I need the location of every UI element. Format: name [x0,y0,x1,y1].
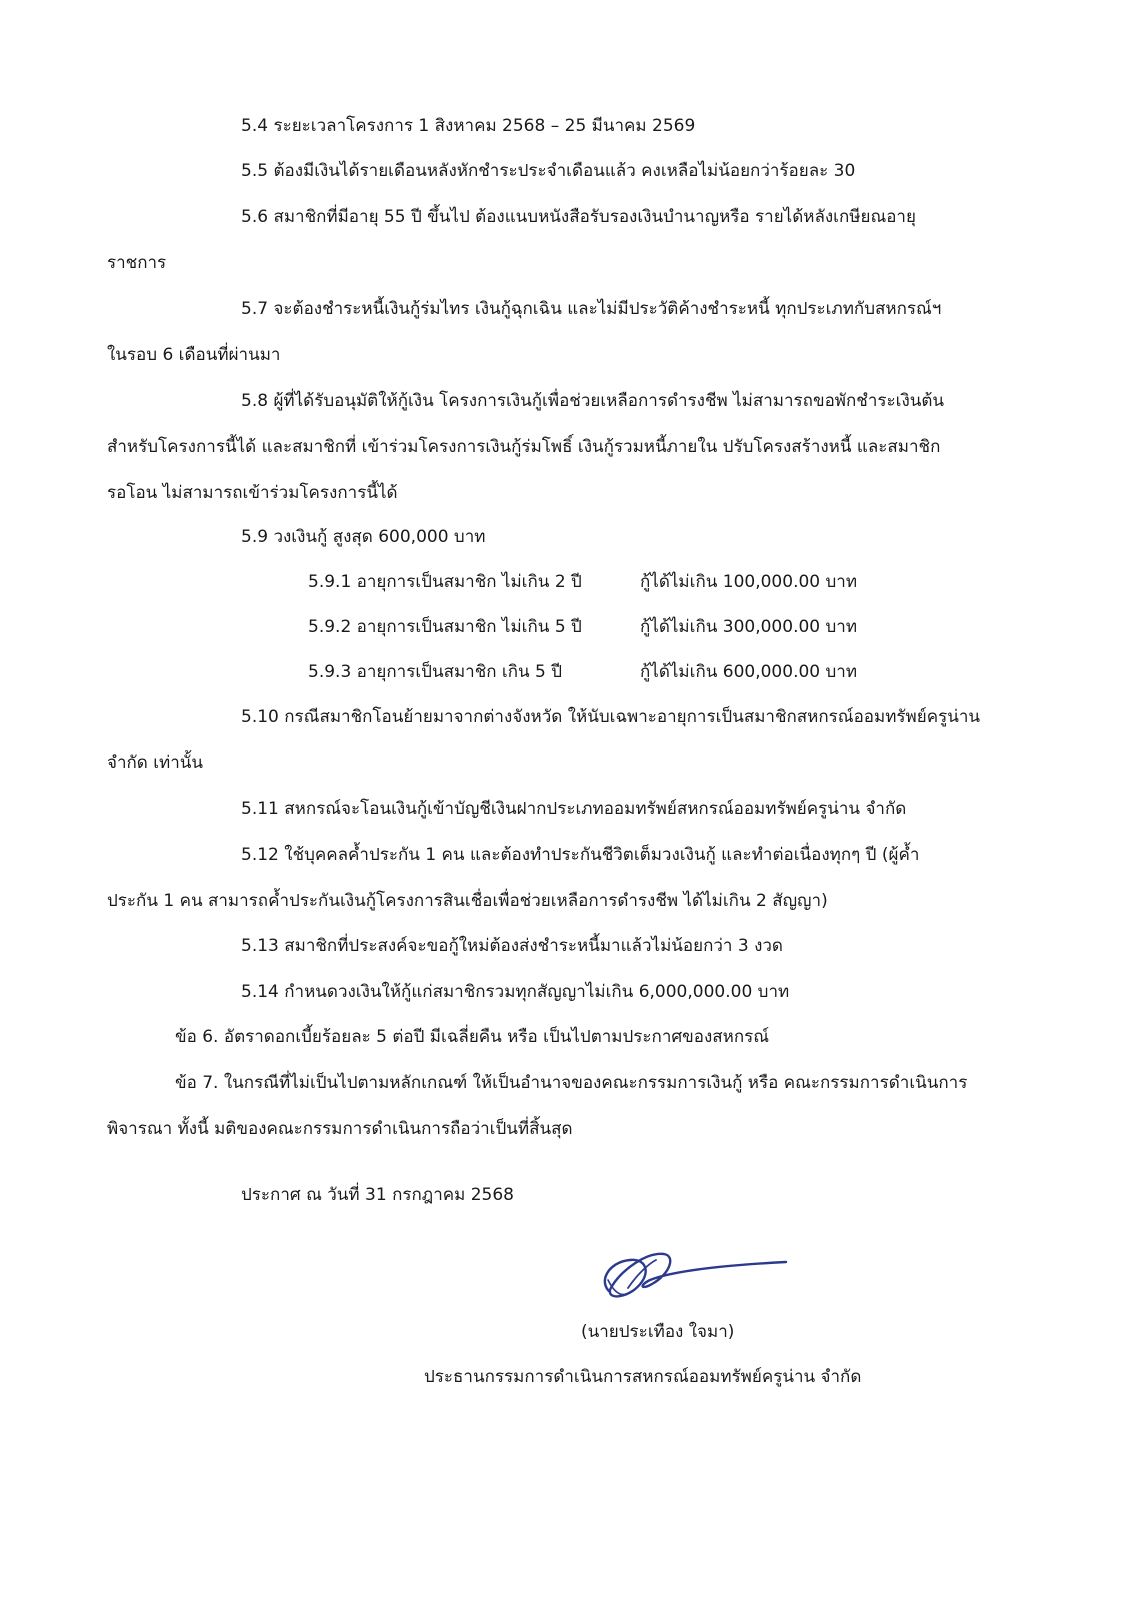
clause-5-9: 5.9 วงเงินกู้ สูงสุด 600,000 บาท [241,527,486,547]
clause-5-9-3-label: 5.9.3 อายุการเป็นสมาชิก เกิน 5 ปี [308,662,563,682]
clause-5-9-1-amount: กู้ได้ไม่เกิน 100,000.00 บาท [640,572,858,592]
clause-5-4: 5.4 ระยะเวลาโครงการ 1 สิงหาคม 2568 – 25 มีนาคม 2569 [241,116,696,136]
clause-7-line-1: ข้อ 7. ในกรณีที่ไม่เป็นไปตามหลักเกณฑ์ ให้เป็นอำนาจของคณะกรรมการเงินกู้ หรือ คณะกรรมการดำเนินการ [175,1073,968,1093]
clause-5-5: 5.5 ต้องมีเงินได้รายเดือนหลังหักชำระประจำเดือนแล้ว คงเหลือไม่น้อยกว่าร้อยละ 30 [241,161,856,181]
clause-5-9-2-amount: กู้ได้ไม่เกิน 300,000.00 บาท [640,617,858,637]
clause-5-11: 5.11 สหกรณ์จะโอนเงินกู้เข้าบัญชีเงินฝากประเภทออมทรัพย์สหกรณ์ออมทรัพย์ครูน่าน จำกัด [241,799,907,819]
announcement-date: ประกาศ ณ วันที่ 31 กรกฎาคม 2568 [241,1185,514,1205]
clause-5-9-1-label: 5.9.1 อายุการเป็นสมาชิก ไม่เกิน 2 ปี [308,572,582,592]
clause-5-10-line-2: จำกัด เท่านั้น [107,753,204,773]
clause-5-9-3-amount: กู้ได้ไม่เกิน 600,000.00 บาท [640,662,858,682]
clause-5-6-line-2: ราชการ [107,253,167,273]
clause-5-12-line-2: ประกัน 1 คน สามารถค้ำประกันเงินกู้โครงการสินเชื่อเพื่อช่วยเหลือการดำรงชีพ ได้ไม่เกิน 2 สัญญา) [107,891,828,911]
signature-icon [590,1240,800,1315]
clause-5-8-line-2: สำหรับโครงการนี้ได้ และสมาชิกที่ เข้าร่วมโครงการเงินกู้ร่มโพธิ์ เงินกู้รวมหนี้ภายใน ปรับโครงสร้างหนี้ และสมาชิก [107,437,941,457]
clause-6: ข้อ 6. อัตราดอกเบี้ยร้อยละ 5 ต่อปี มีเฉลี่ยคืน หรือ เป็นไปตามประกาศของสหกรณ์ [175,1027,770,1047]
clause-5-7-line-2: ในรอบ 6 เดือนที่ผ่านมา [107,345,281,365]
clause-5-6-line-1: 5.6 สมาชิกที่มีอายุ 55 ปี ขึ้นไป ต้องแนบหนังสือรับรองเงินบำนาญหรือ รายได้หลังเกษียณอายุ [241,207,916,227]
clause-7-line-2: พิจารณา ทั้งนี้ มติของคณะกรรมการดำเนินการถือว่าเป็นที่สิ้นสุด [107,1119,573,1139]
clause-5-8-line-3: รอโอน ไม่สามารถเข้าร่วมโครงการนี้ได้ [107,483,398,503]
clause-5-7-line-1: 5.7 จะต้องชำระหนี้เงินกู้ร่มไทร เงินกู้ฉุกเฉิน และไม่มีประวัติค้างชำระหนี้ ทุกประเภทกับสหกรณ์ฯ [241,299,942,319]
clause-5-14: 5.14 กำหนดวงเงินให้กู้แก่สมาชิกรวมทุกสัญญาไม่เกิน 6,000,000.00 บาท [241,982,790,1002]
clause-5-10-line-1: 5.10 กรณีสมาชิกโอนย้ายมาจากต่างจังหวัด ให้นับเฉพาะอายุการเป็นสมาชิกสหกรณ์ออมทรัพย์ครูน่าน [241,707,980,727]
clause-5-8-line-1: 5.8 ผู้ที่ได้รับอนุมัติให้กู้เงิน โครงการเงินกู้เพื่อช่วยเหลือการดำรงชีพ ไม่สามารถขอพักชำระเงินต้น [241,391,945,411]
clause-5-12-line-1: 5.12 ใช้บุคคลค้ำประกัน 1 คน และต้องทำประกันชีวิตเต็มวงเงินกู้ และทำต่อเนื่องทุกๆ ปี (ผู้ค้ำ [241,845,920,865]
signatory-title: ประธานกรรมการดำเนินการสหกรณ์ออมทรัพย์ครูน่าน จำกัด [424,1367,862,1387]
clause-5-9-2-label: 5.9.2 อายุการเป็นสมาชิก ไม่เกิน 5 ปี [308,617,582,637]
clause-5-13: 5.13 สมาชิกที่ประสงค์จะขอกู้ใหม่ต้องส่งชำระหนี้มาแล้วไม่น้อยกว่า 3 งวด [241,936,783,956]
signatory-name: (นายประเทือง ใจมา) [581,1322,735,1342]
